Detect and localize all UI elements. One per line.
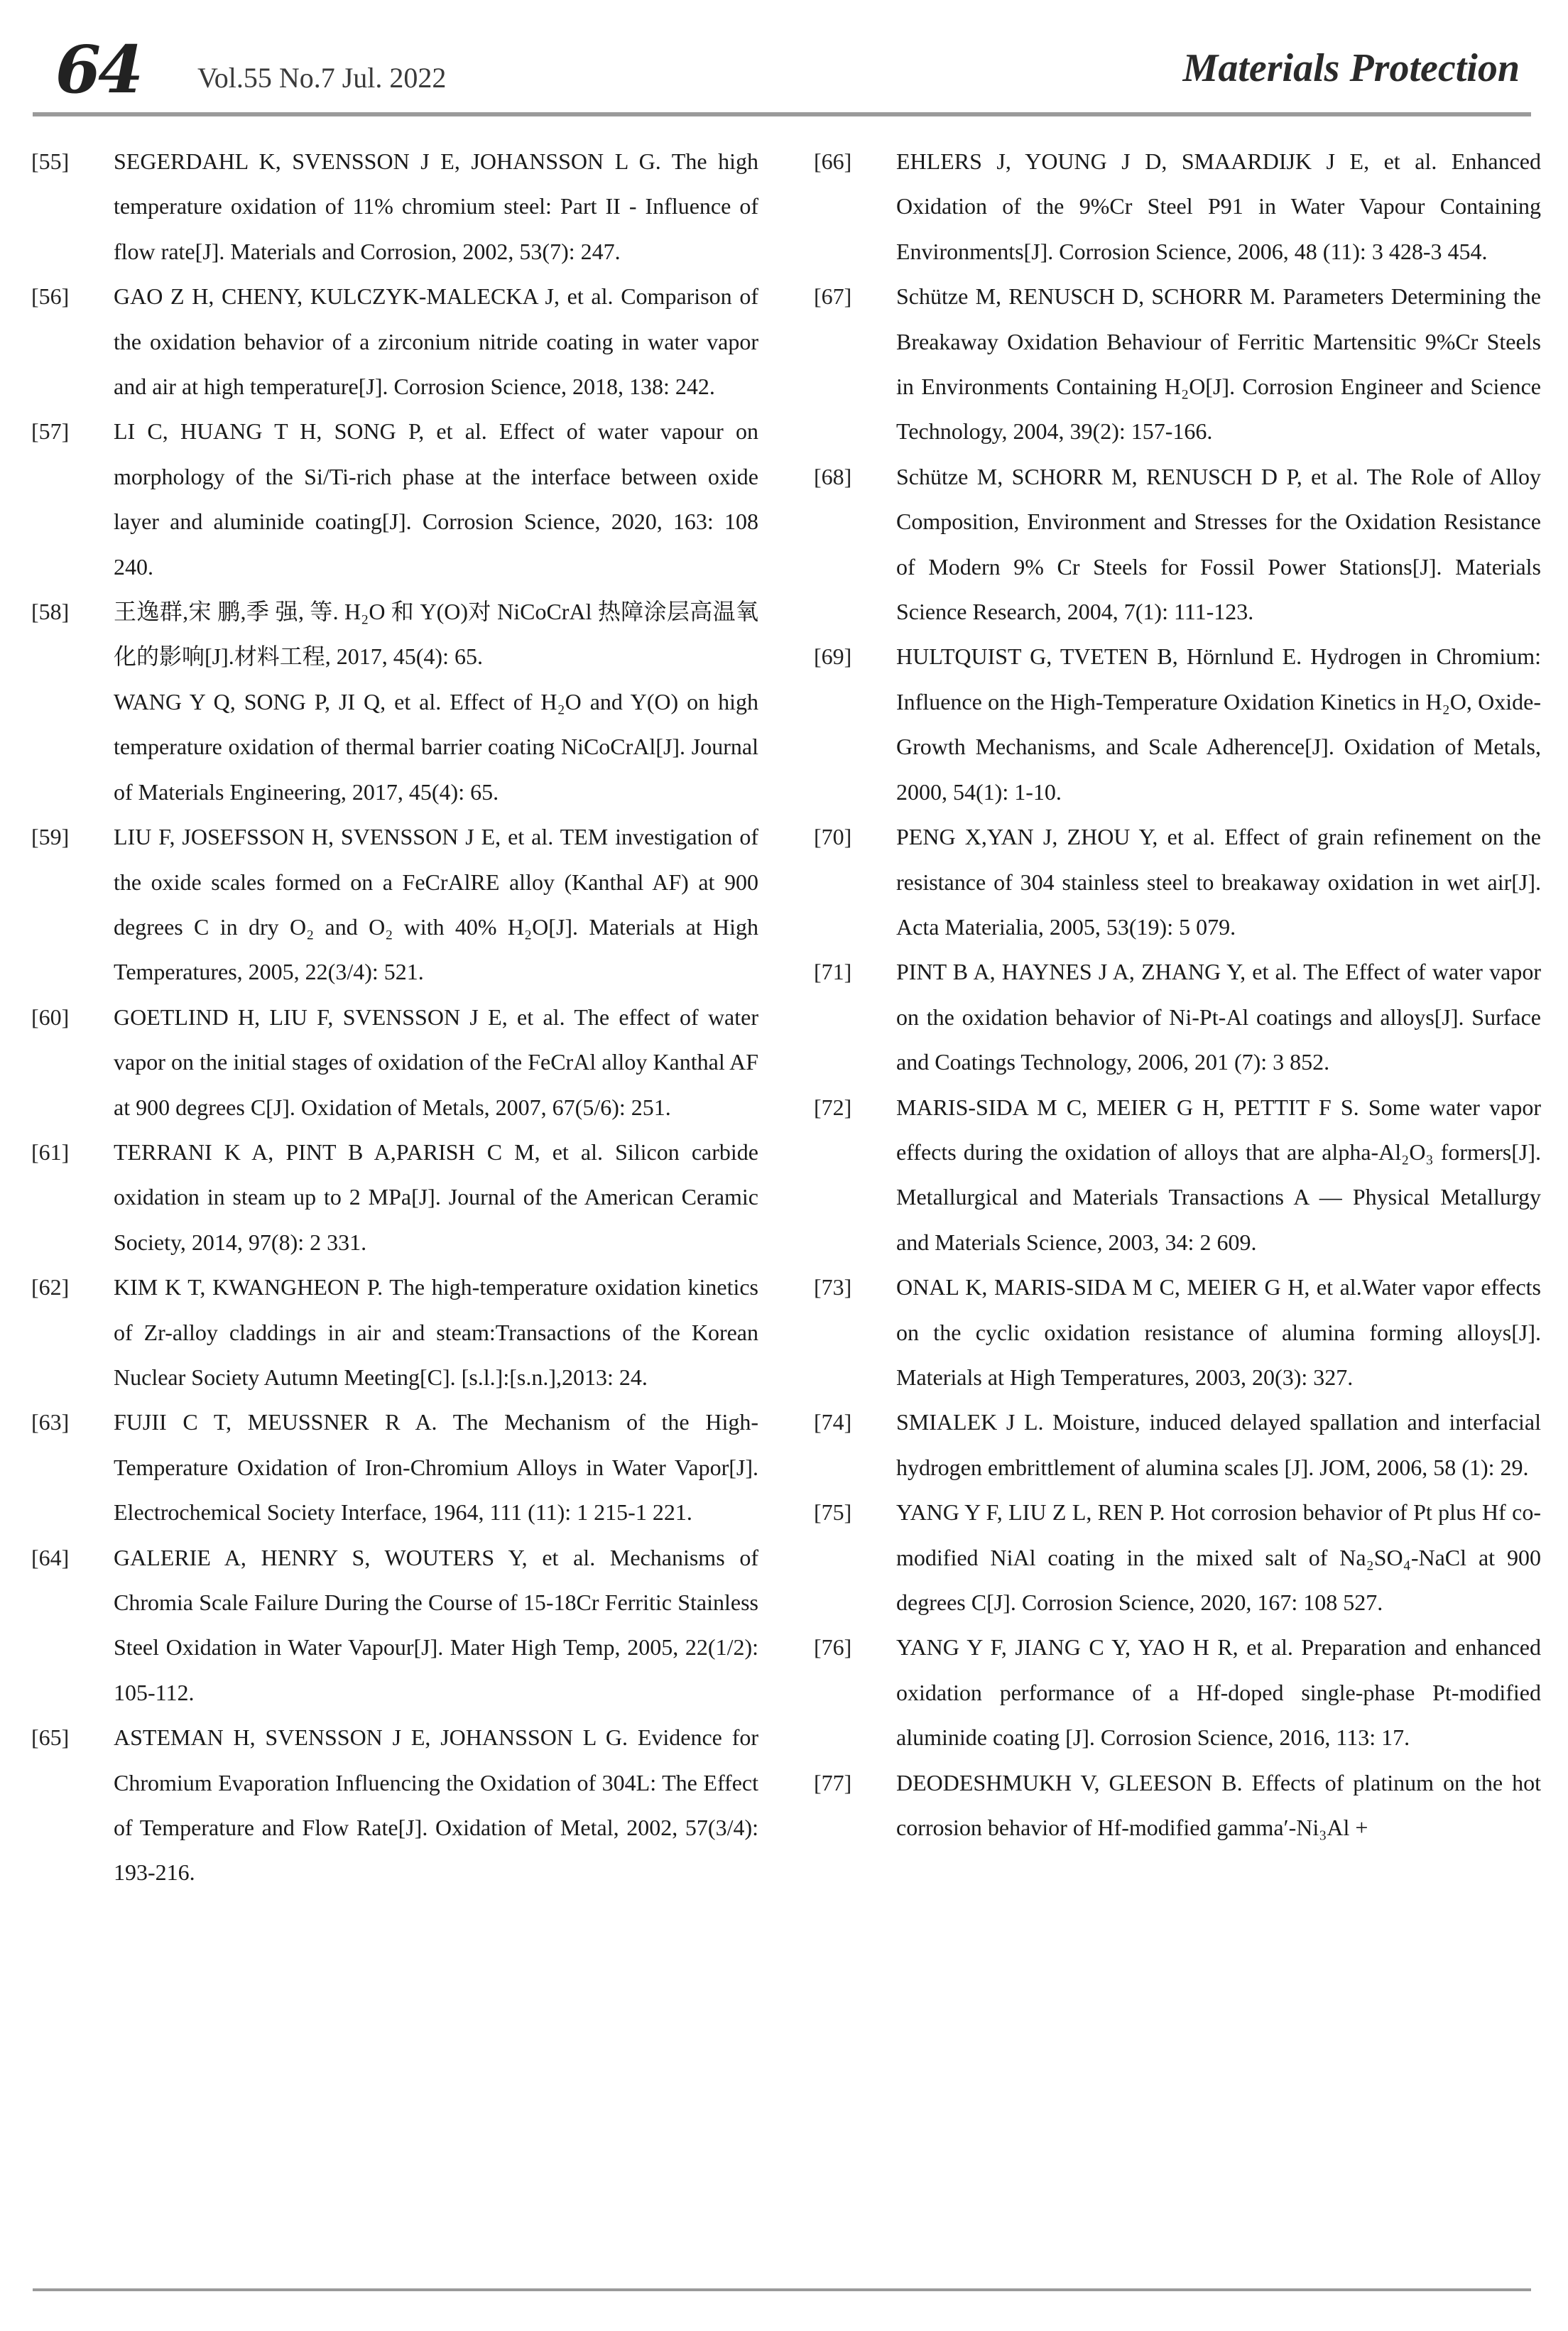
reference-number: [58]: [31, 599, 70, 625]
reference-text: Schütze M, RENUSCH D, SCHORR M. Parameters Determining the Breakaway Oxidation Behaviour of Ferritic Martensitic 9%Cr Steels in Environments Containing H₂O[J]. Corrosion Engineer and Science Technology, 2004, 39(2): 157-166.: [896, 283, 1541, 445]
reference-text: FUJII C T, MEUSSNER R A. The Mechanism of the High-Temperature Oxidation of Iron-Chromium Alloys in Water Vapor[J]. Electrochemical Society Interface, 1964, 111 (11): 1 215-1 221.: [114, 1409, 758, 1526]
reference-number: [69]: [814, 643, 852, 670]
reference-text: YANG Y F, JIANG C Y, YAO H R, et al. Preparation and enhanced oxidation performance of a Hf-doped single-phase Pt-modified aluminide coating [J]. Corrosion Science, 2016, 113: 17.: [896, 1634, 1541, 1751]
reference-number: [56]: [31, 283, 70, 310]
footer-rule: [33, 2288, 1531, 2291]
reference-number: [74]: [814, 1409, 852, 1435]
reference-item: [31, 815, 758, 995]
reference-text: SMIALEK J L. Moisture, induced delayed spallation and interfacial hydrogen embrittlement of alumina scales [J]. JOM, 2006, 58 (1): 29.: [896, 1409, 1541, 1480]
reference-item: [814, 815, 1541, 950]
reference-item: [814, 634, 1541, 815]
reference-item: [814, 274, 1541, 455]
reference-item: [814, 1085, 1541, 1266]
reference-item: [31, 274, 758, 409]
references-left-column: [31, 139, 758, 1896]
reference-number: [76]: [814, 1634, 852, 1661]
reference-item: [814, 1761, 1541, 1851]
reference-number: [73]: [814, 1274, 852, 1300]
reference-text: HULTQUIST G, TVETEN B, Hörnlund E. Hydrogen in Chromium: Influence on the High-Temperature Oxidation Kinetics in H₂O, Oxide-Growth Mechanisms, and Scale Adherence[J]. Oxidation of Metals, 2000, 54(1): 1-10.: [896, 643, 1541, 805]
reference-text: ASTEMAN H, SVENSSON J E, JOHANSSON L G. Evidence for Chromium Evaporation Influencing the Oxidation of 304L: The Effect of Temperature and Flow Rate[J]. Oxidation of Metal, 2002, 57(3/4): 193-216.: [114, 1724, 758, 1886]
reference-number: [55]: [31, 148, 70, 174]
reference-number: [60]: [31, 1004, 70, 1030]
page-header: [33, 31, 1531, 116]
reference-number: [57]: [31, 418, 70, 445]
reference-text: GALERIE A, HENRY S, WOUTERS Y, et al. Mechanisms of Chromia Scale Failure During the Course of 15-18Cr Ferritic Stainless Steel Oxidation in Water Vapour[J]. Mater High Temp, 2005, 22(1/2): 105-112.: [114, 1544, 758, 1705]
reference-text: DEODESHMUKH V, GLEESON B. Effects of platinum on the hot corrosion behavior of Hf-modified gamma′-Ni₃Al +: [896, 1769, 1541, 1841]
reference-item: [31, 1265, 758, 1400]
reference-text: KIM K T, KWANGHEON P. The high-temperature oxidation kinetics of Zr-alloy claddings in air and steam:Transactions of the Korean Nuclear Society Autumn Meeting[C]. [s.l.]:[s.n.],2013: 24.: [114, 1274, 758, 1390]
reference-text: EHLERS J, YOUNG J D, SMAARDIJK J E, et al. Enhanced Oxidation of the 9%Cr Steel P91 in Water Vapour Containing Environments[J]. Corrosion Science, 2006, 48 (11): 3 428-3 454.: [896, 148, 1541, 264]
reference-item: [814, 1400, 1541, 1490]
reference-item: [814, 1265, 1541, 1400]
reference-text: MARIS-SIDA M C, MEIER G H, PETTIT F S. Some water vapor effects during the oxidation of alloys that are alpha-Al₂O₃ formers[J]. Metallurgical and Materials Transactions A — Physical Metallurgy and Materials Science, 2003, 34: 2 609.: [896, 1094, 1541, 1255]
reference-item: [31, 1130, 758, 1265]
reference-number: [71]: [814, 959, 852, 985]
reference-text: TERRANI K A, PINT B A,PARISH C M, et al. Silicon carbide oxidation in steam up to 2 MPa[J]. Journal of the American Ceramic Society, 2014, 97(8): 2 331.: [114, 1139, 758, 1255]
reference-text: PENG X,YAN J, ZHOU Y, et al. Effect of grain refinement on the resistance of 304 stainless steel to breakaway oxidation in wet air[J]. Acta Materialia, 2005, 53(19): 5 079.: [896, 824, 1541, 940]
header-rule: [33, 112, 1531, 116]
reference-text: SEGERDAHL K, SVENSSON J E, JOHANSSON L G. The high temperature oxidation of 11% chromium steel: Part II - Influence of flow rate[J]. Materials and Corrosion, 2002, 53(7): 247.: [114, 148, 758, 264]
reference-item: [814, 950, 1541, 1085]
reference-item: [31, 589, 758, 815]
reference-item: [814, 1625, 1541, 1760]
references-right-column: [814, 139, 1541, 1850]
reference-number: [64]: [31, 1544, 70, 1570]
reference-item: [31, 1715, 758, 1896]
reference-number: [75]: [814, 1499, 852, 1526]
reference-item: [31, 1400, 758, 1535]
reference-number: [70]: [814, 824, 852, 850]
page-number: 64: [55, 31, 141, 108]
reference-number: [68]: [814, 463, 852, 489]
reference-item: [31, 1536, 758, 1716]
reference-item: [31, 995, 758, 1130]
issue-info: Vol.55 No.7 Jul. 2022: [197, 62, 447, 94]
reference-item: [31, 409, 758, 589]
reference-number: [66]: [814, 148, 852, 174]
reference-item: [814, 1490, 1541, 1625]
reference-text: LI C, HUANG T H, SONG P, et al. Effect of water vapour on morphology of the Si/Ti-rich phase at the interface between oxide layer and aluminide coating[J]. Corrosion Science, 2020, 163: 108 240.: [114, 418, 758, 580]
reference-number: [62]: [31, 1274, 70, 1300]
reference-item: [31, 139, 758, 274]
reference-item: [814, 139, 1541, 274]
reference-text: GAO Z H, CHENY, KULCZYK-MALECKA J, et al. Comparison of the oxidation behavior of a zirconium nitride coating in water vapor and air at high temperature[J]. Corrosion Science, 2018, 138: 242.: [114, 283, 758, 400]
reference-number: [65]: [31, 1724, 70, 1751]
reference-text: PINT B A, HAYNES J A, ZHANG Y, et al. The Effect of water vapor on the oxidation behavior of Ni-Pt-Al coatings and alloys[J]. Surface and Coatings Technology, 2006, 201 (7): 3 852.: [896, 959, 1541, 1075]
reference-text: WANG Y Q, SONG P, JI Q, et al. Effect of H₂O and Y(O) on high temperature oxidation of thermal barrier coating NiCoCrAl[J]. Journal of Materials Engineering, 2017, 45(4): 65.: [114, 688, 758, 805]
reference-item: [814, 455, 1541, 635]
reference-text: YANG Y F, LIU Z L, REN P. Hot corrosion behavior of Pt plus Hf co-modified NiAl coating in the mixed salt of Na₂SO₄-NaCl at 900 degrees C[J]. Corrosion Science, 2020, 167: 108 527.: [896, 1499, 1541, 1615]
reference-number: [63]: [31, 1409, 70, 1435]
reference-text: ONAL K, MARIS-SIDA M C, MEIER G H, et al.Water vapor effects on the cyclic oxidation resistance of alumina forming alloys[J]. Materials at High Temperatures, 2003, 20(3): 327.: [896, 1274, 1541, 1390]
reference-text: GOETLIND H, LIU F, SVENSSON J E, et al. The effect of water vapor on the initial stages of oxidation of the FeCrAl alloy Kanthal AF at 900 degrees C[J]. Oxidation of Metals, 2007, 67(5/6): 251.: [114, 1004, 758, 1120]
reference-text: Schütze M, SCHORR M, RENUSCH D P, et al. The Role of Alloy Composition, Environment and Stresses for the Oxidation Resistance of Modern 9% Cr Steels for Fossil Power Stations[J]. Materials Science Research, 2004, 7(1): 111-123.: [896, 463, 1541, 625]
reference-number: [61]: [31, 1139, 70, 1165]
reference-number: [67]: [814, 283, 852, 310]
reference-text: 王逸群,宋 鹏,季 强, 等. H₂O 和 Y(O)对 NiCoCrAl 热障涂层高温氧化的影响[J].材料工程, 2017, 45(4): 65.: [114, 599, 758, 670]
reference-number: [72]: [814, 1094, 852, 1120]
journal-title: Materials Protection: [1182, 46, 1520, 90]
reference-number: [59]: [31, 824, 70, 850]
reference-number: [77]: [814, 1769, 852, 1795]
reference-text: LIU F, JOSEFSSON H, SVENSSON J E, et al. TEM investigation of the oxide scales formed on a FeCrAlRE alloy (Kanthal AF) at 900 degrees C in dry O₂ and O₂ with 40% H₂O[J]. Materials at High Temperatures, 2005, 22(3/4): 521.: [114, 824, 758, 985]
